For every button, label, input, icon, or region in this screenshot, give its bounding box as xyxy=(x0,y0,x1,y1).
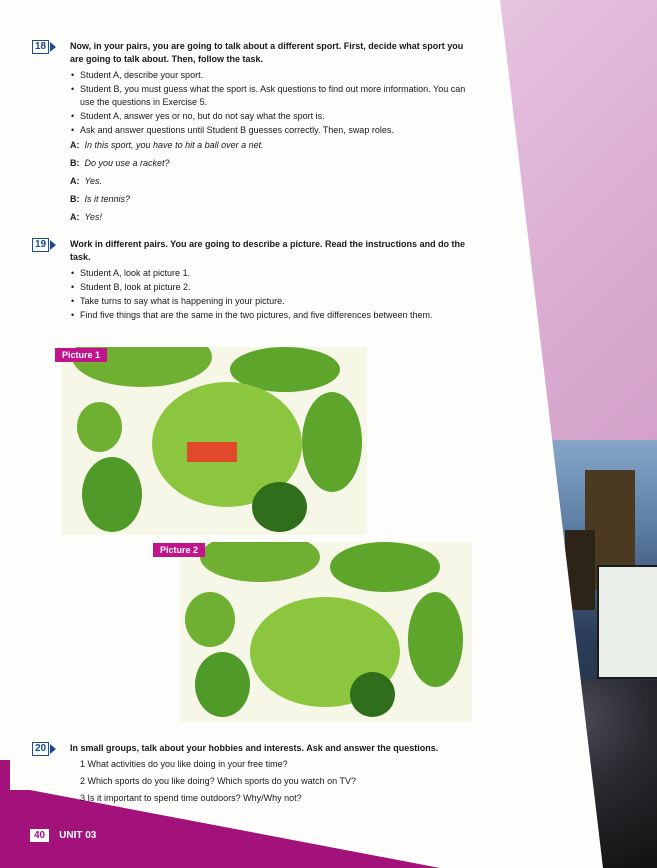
exercise-20 xyxy=(32,742,472,809)
dialogue-text: Yes! xyxy=(84,212,103,222)
page-number: 40 xyxy=(30,829,49,842)
exercise-instruction: In small groups, talk about your hobbies and interests. Ask and answer the questions. xyxy=(70,743,439,753)
picture-1-label: Picture 1 xyxy=(55,348,107,362)
dialogue-text: In this sport, you have to hit a ball over a net. xyxy=(84,140,264,150)
speaker-label: A: xyxy=(70,140,80,150)
picture-2-label: Picture 2 xyxy=(153,543,205,557)
exercise-number-badge xyxy=(32,238,56,252)
list-item: • Student A, look at picture 1. xyxy=(80,267,472,280)
list-item: • Student A, describe your sport. xyxy=(80,69,472,82)
list-item: • Ask and answer questions until Student B guesses correctly. Then, swap roles. xyxy=(80,124,472,137)
speaker-label: A: xyxy=(70,212,80,222)
exercise-instruction: Now, in your pairs, you are going to talk about a different sport. First, decide what sport you are going to talk about. Then, follow the task. xyxy=(70,41,464,64)
page-footer xyxy=(30,829,96,842)
park-picture-1 xyxy=(62,347,367,535)
play-arrow-icon xyxy=(50,42,56,52)
speaker-label: A: xyxy=(70,176,80,186)
speaker-label: B: xyxy=(70,158,80,168)
dialogue-text: Is it tennis? xyxy=(84,194,131,204)
list-item: • Student A, answer yes or no, but do not say what the sport is. xyxy=(80,110,472,123)
exercise-number: 18 xyxy=(32,40,49,54)
dialogue-text: Do you use a racket? xyxy=(84,158,170,168)
list-item: 1 What activities do you like doing in your free time? xyxy=(80,759,288,769)
list-item: • Student B, you must guess what the sport is. Ask questions to find out more information. You can use the questions in Exercise 5. xyxy=(80,83,472,109)
exercise-number-badge xyxy=(32,40,56,54)
exercise-instruction: Work in different pairs. You are going to describe a picture. Read the instructions and do the task. xyxy=(70,239,466,262)
unit-label: UNIT 03 xyxy=(59,830,97,841)
exercise-number: 20 xyxy=(32,742,49,756)
exercise-number-badge xyxy=(32,742,56,756)
task-list xyxy=(70,267,472,322)
dialogue-line xyxy=(70,193,472,206)
list-item: • Find five things that are the same in the two pictures, and five differences between them. xyxy=(80,309,472,322)
list-item: 2 Which sports do you like doing? Which sports do you watch on TV? xyxy=(80,776,356,786)
dialogue-line xyxy=(70,175,472,188)
dialogue-line xyxy=(70,139,472,152)
dialogue-line xyxy=(70,157,472,170)
list-item: • Take turns to say what is happening in your picture. xyxy=(80,295,472,308)
exercise-19 xyxy=(32,238,472,323)
play-arrow-icon xyxy=(50,240,56,250)
task-list xyxy=(70,69,472,137)
list-item: 3 Is it important to spend time outdoors? Why/Why not? xyxy=(80,793,302,803)
play-arrow-icon xyxy=(50,744,56,754)
speaker-label: B: xyxy=(70,194,80,204)
question-list xyxy=(70,758,472,805)
dialogue-line xyxy=(70,211,472,224)
dialogue-text: Yes. xyxy=(84,176,103,186)
exercise-18 xyxy=(32,40,472,229)
park-picture-2 xyxy=(180,542,472,722)
exercise-number: 19 xyxy=(32,238,49,252)
outdoor-cinema-screen xyxy=(597,565,657,679)
list-item: • Student B, look at picture 2. xyxy=(80,281,472,294)
example-dialogue xyxy=(70,139,472,224)
